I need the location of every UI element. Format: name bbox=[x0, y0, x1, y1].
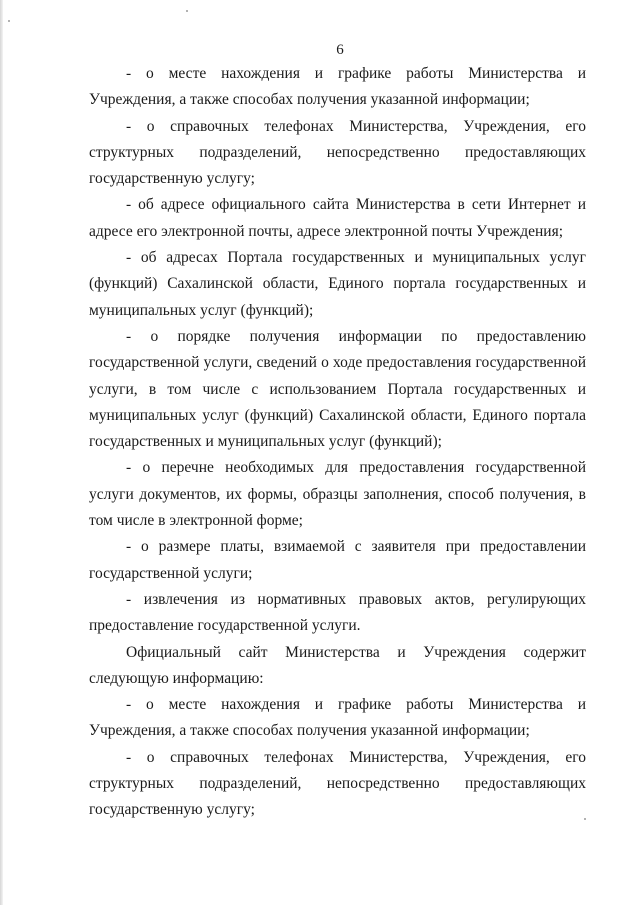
paragraph-info-procedure: - о порядке получения информации по предоставлению государственной услуги, сведений о ходе предоставления государственной услуги, в том числе с использованием Портала государственных и муниципальных услуг (функций) Сахалинской области, Единого портала государственных и муниципальных услуг (функций); bbox=[89, 327, 586, 451]
paragraph-required-documents: - о перечне необходимых для предоставления государственной услуги документов, их формы, образцы заполнения, способ получения, в том числе в электронной форме; bbox=[89, 459, 586, 530]
paragraph-website-contents: Официальный сайт Министерства и Учреждения содержит следующую информацию: bbox=[89, 643, 586, 687]
body-text bbox=[89, 61, 586, 824]
paragraph-location-schedule-repeat: - о месте нахождения и графике работы Министерства и Учреждения, а также способах получения указанной информации; bbox=[89, 696, 586, 740]
paragraph-reference-phones-repeat: - о справочных телефонах Министерства, Учреждения, его структурных подразделений, непосредственно предоставляющих государственную услугу; bbox=[89, 748, 586, 819]
paragraph-fee-amount: - о размере платы, взимаемой с заявителя при предоставлении государственной услуги; bbox=[89, 538, 586, 582]
paragraph-location-schedule: - о месте нахождения и графике работы Министерства и Учреждения, а также способах получения указанной информации; bbox=[89, 65, 586, 109]
page-number: 6 bbox=[336, 42, 344, 58]
paragraph-reference-phones: - о справочных телефонах Министерства, Учреждения, его структурных подразделений, непосредственно предоставляющих государственную услугу; bbox=[89, 117, 586, 188]
paragraph-portal-addresses: - об адресах Портала государственных и муниципальных услуг (функций) Сахалинской области, Единого портала государственных и муниципальных услуг (функций); bbox=[89, 249, 586, 319]
paragraph-website-email: - об адресе официального сайта Министерства в сети Интернет и адресе его электронной почты, адресе электронной почты Учреждения; bbox=[89, 196, 586, 240]
scan-edge-shadow bbox=[0, 0, 3, 905]
scan-speck bbox=[8, 20, 10, 22]
paragraph-legal-extracts: - извлечения из нормативных правовых актов, регулирующих предоставление государственной услуги. bbox=[89, 590, 586, 635]
scan-speck bbox=[186, 10, 188, 12]
